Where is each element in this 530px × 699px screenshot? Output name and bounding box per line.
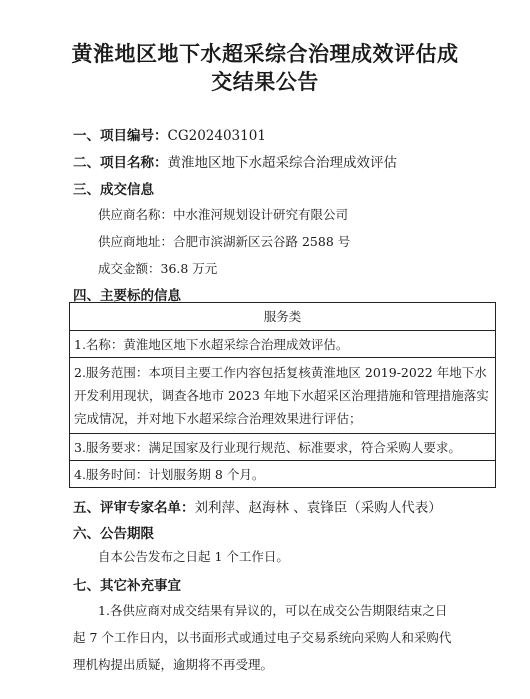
table-cell-line: 2.服务范围：本项目主要工作内容包括复核黄淮地区 2019-2022 年地下水 xyxy=(74,365,487,380)
project-name-value: 黄淮地区地下水超采综合治理成效评估 xyxy=(167,155,397,171)
table-row xyxy=(70,461,495,487)
section-experts xyxy=(73,496,442,516)
notice-period-text: 自本公告发布之日起 1 个工作日。 xyxy=(98,549,289,564)
project-number-value: CG202403101 xyxy=(167,128,266,144)
section-project-name xyxy=(73,151,397,171)
section-heading: 五、评审专家名单： xyxy=(73,500,195,516)
section-heading: 四、主要标的信息 xyxy=(73,288,181,304)
section-other-matters xyxy=(73,574,181,594)
section-project-number xyxy=(73,124,266,144)
deal-amount: 成交金额：36.8 万元 xyxy=(98,261,218,276)
title-line-1: 黄淮地区地下水超采综合治理成效评估成 xyxy=(71,42,459,66)
section-heading: 三、成交信息 xyxy=(73,182,154,198)
section-notice-period xyxy=(73,522,154,542)
title-line-2: 交结果公告 xyxy=(211,70,319,94)
other-matters-line-3: 理机构提出质疑，逾期将不再受理。 xyxy=(73,657,274,672)
section-main-subject xyxy=(73,284,181,304)
table-row xyxy=(70,434,495,461)
table-cell-line: 完成情况，并对地下水超采综合治理效果进行评估； xyxy=(74,411,362,426)
table-cell: 1.名称：黄淮地区地下水超采综合治理成效评估。 xyxy=(74,337,349,352)
section-heading: 七、其它补充事宜 xyxy=(73,578,181,594)
section-heading: 二、项目名称： xyxy=(73,155,168,171)
experts-value: 刘利萍、赵海林 、袁锋臣（采购人代表） xyxy=(194,500,442,516)
section-heading: 六、公告期限 xyxy=(73,526,154,542)
table-header-cell: 服务类 xyxy=(263,309,302,324)
subject-table xyxy=(69,302,496,488)
table-row xyxy=(70,358,495,434)
section-deal-info xyxy=(73,178,154,198)
table-header-row xyxy=(70,303,495,331)
table-row xyxy=(70,331,495,358)
other-matters-line-1: 1.各供应商对成交结果有异议的，可以在成交公告期限结束之日 xyxy=(98,603,448,618)
supplier-address: 供应商地址：合肥市滨湖新区云谷路 2588 号 xyxy=(98,234,351,249)
table-cell-line: 开发利用现状，调查各地市 2023 年地下水超采区治理措施和管理措施落实 xyxy=(74,388,489,403)
section-heading: 一、项目编号： xyxy=(73,128,168,144)
table-cell: 3.服务要求：满足国家及行业现行规范、标准要求，符合采购人要求。 xyxy=(74,440,461,455)
table-cell: 4.服务时间：计划服务期 8 个月。 xyxy=(74,467,265,482)
supplier-name: 供应商名称：中水淮河规划设计研究有限公司 xyxy=(98,207,349,222)
other-matters-line-2: 起 7 个工作日内，以书面形式或通过电子交易系统向采购人和采购代 xyxy=(73,630,452,645)
